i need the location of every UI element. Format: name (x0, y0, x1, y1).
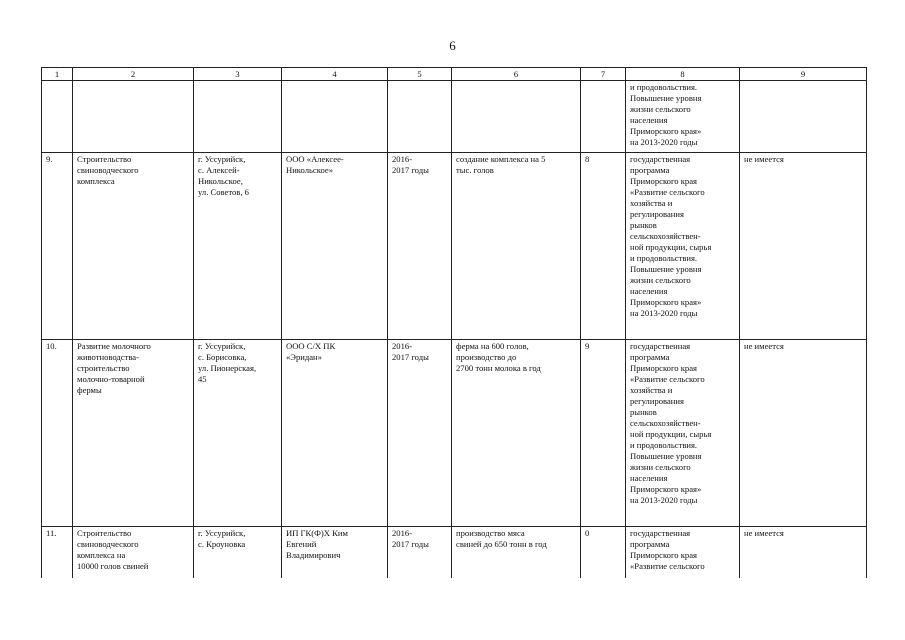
table-cell (581, 81, 626, 153)
cell-text-line: регулирования (630, 209, 684, 219)
investor-cell (282, 153, 388, 340)
program-cell (626, 153, 740, 340)
cell-text-line: «Развитие сельского (630, 187, 705, 197)
cell-text-line: 2016- (392, 528, 413, 538)
cell-text-line: Приморского края (630, 363, 697, 373)
table-row (42, 153, 867, 340)
cell-text-line: 2016- (392, 341, 413, 351)
cell-text-line: молочно-товарной (77, 374, 145, 384)
cell-text-line: ной продукции, сырья (630, 429, 712, 439)
cell-text-line: строительство (77, 363, 130, 373)
column-number: 1 (42, 68, 73, 81)
cell-text-line: ул. Пионерская, (198, 363, 257, 373)
column-number: 7 (581, 68, 626, 81)
cell-text-line: Евгений (286, 539, 317, 549)
location-cell (194, 340, 282, 527)
cell-text-line: на 2013-2020 годы (630, 308, 698, 318)
investor-cell (282, 527, 388, 579)
cell-text-line: 2016- (392, 154, 413, 164)
cell-text-line: хозяйства и (630, 198, 673, 208)
cell-text-line: с. Кроуновка (198, 539, 246, 549)
cell-text-line: населения (630, 115, 668, 125)
page-number: 6 (449, 38, 456, 53)
cell-text-line: Строительство (77, 528, 132, 538)
cell-text-line: на 2013-2020 годы (630, 495, 698, 505)
cell-text-line: Приморского края» (630, 484, 702, 494)
cell-text-line: и продовольствия. (630, 253, 698, 263)
jobs-cell: 9 (581, 340, 626, 527)
column-number: 4 (282, 68, 388, 81)
cell-text-line: фермы (77, 385, 102, 395)
table-cell (194, 81, 282, 153)
cell-text-line: Повышение уровня (630, 264, 702, 274)
table-cell (282, 81, 388, 153)
cell-text-line: с. Алексей- (198, 165, 240, 175)
cell-text-line: Повышение уровня (630, 451, 702, 461)
cell-text-line: создание комплекса на 5 (456, 154, 546, 164)
table-row (42, 527, 867, 579)
cell-text-line: и продовольствия. (630, 82, 698, 92)
project-name-cell (73, 340, 194, 527)
period-cell (388, 153, 452, 340)
cell-text-line: ИП ГК(Ф)Х Ким (286, 528, 348, 538)
cell-text-line: г. Уссурийск, (198, 341, 246, 351)
cell-text-line: животноводства- (77, 352, 139, 362)
cell-text-line: программа (630, 352, 670, 362)
cell-text-line: «Развитие сельского (630, 561, 705, 571)
note-cell: не имеется (740, 527, 867, 579)
cell-text-line: комплекса (77, 176, 115, 186)
investor-cell (282, 340, 388, 527)
cell-text-line: Приморского края (630, 176, 697, 186)
column-number: 3 (194, 68, 282, 81)
cell-text-line: «Эридан» (286, 352, 322, 362)
cell-text-line: тыс. голов (456, 165, 494, 175)
continued-row (42, 81, 867, 153)
row-number-cell: 9. (42, 153, 73, 340)
cell-text-line: с. Борисовка, (198, 352, 247, 362)
cell-text-line: ферма на 600 голов, (456, 341, 529, 351)
cell-text-line: рынков (630, 407, 657, 417)
table-row (42, 340, 867, 527)
cell-text-line: программа (630, 165, 670, 175)
column-number: 9 (740, 68, 867, 81)
table-cell (452, 81, 581, 153)
cell-text-line: жизни сельского (630, 462, 691, 472)
cell-text-line: 45 (198, 374, 207, 384)
cell-text-line: ной продукции, сырья (630, 242, 712, 252)
cell-text-line: программа (630, 539, 670, 549)
cell-text-line: свиноводческого (77, 165, 139, 175)
cell-text-line: рынков (630, 220, 657, 230)
cell-text-line: производство мяса (456, 528, 525, 538)
cell-text-line: хозяйства и (630, 385, 673, 395)
cell-text-line: Повышение уровня (630, 93, 702, 103)
column-number-row (42, 68, 867, 81)
project-name-cell (73, 153, 194, 340)
jobs-cell: 8 (581, 153, 626, 340)
cell-text-line: сельскохозяйствен- (630, 418, 701, 428)
cell-text-line: государственная (630, 154, 691, 164)
capacity-cell (452, 527, 581, 579)
row-number-cell: 10. (42, 340, 73, 527)
capacity-cell (452, 153, 581, 340)
cell-text-line: государственная (630, 528, 691, 538)
jobs-cell: 0 (581, 527, 626, 579)
cell-text-line: и продовольствия. (630, 440, 698, 450)
program-cell (626, 527, 740, 579)
cell-text-line: 2017 годы (392, 352, 429, 362)
cell-text-line: 2017 годы (392, 539, 429, 549)
period-cell (388, 340, 452, 527)
capacity-cell (452, 340, 581, 527)
column-number: 8 (626, 68, 740, 81)
cell-text-line: г. Уссурийск, (198, 528, 246, 538)
cell-text-line: государственная (630, 341, 691, 351)
row-number-cell: 11. (42, 527, 73, 579)
cell-text-line: свиней до 650 тонн в год (456, 539, 547, 549)
table-cell (42, 81, 73, 153)
cell-text-line: г. Уссурийск, (198, 154, 246, 164)
cell-text-line: ООО С/Х ПК (286, 341, 336, 351)
cell-text-line: свиноводческого (77, 539, 139, 549)
note-cell: не имеется (740, 340, 867, 527)
cell-text-line: Никольское» (286, 165, 334, 175)
location-cell (194, 527, 282, 579)
cell-text-line: ул. Советов, 6 (198, 187, 249, 197)
cell-text-line: производство до (456, 352, 517, 362)
cell-text-line: жизни сельского (630, 275, 691, 285)
cell-text-line: Строительство (77, 154, 132, 164)
table-cell (740, 81, 867, 153)
project-name-cell (73, 527, 194, 579)
cell-text-line: населения (630, 473, 668, 483)
investment-projects-table (41, 67, 867, 578)
cell-text-line: ООО «Алексее- (286, 154, 344, 164)
column-number: 6 (452, 68, 581, 81)
cell-text-line: на 2013-2020 годы (630, 137, 698, 147)
cell-text-line: регулирования (630, 396, 684, 406)
cell-text-line: Владимирович (286, 550, 341, 560)
cell-text-line: населения (630, 286, 668, 296)
location-cell (194, 153, 282, 340)
cell-text-line: жизни сельского (630, 104, 691, 114)
column-number: 5 (388, 68, 452, 81)
table-cell (388, 81, 452, 153)
cell-text-line: Приморского края» (630, 126, 702, 136)
cell-text-line: 10000 голов свиней (77, 561, 149, 571)
cell-text-line: 2700 тонн молока в год (456, 363, 541, 373)
cell-text-line: 2017 годы (392, 165, 429, 175)
program-cell (626, 340, 740, 527)
cell-text-line: Никольское, (198, 176, 243, 186)
table-cell (73, 81, 194, 153)
program-cell (626, 81, 740, 153)
cell-text-line: сельскохозяйствен- (630, 231, 701, 241)
cell-text-line: комплекса на (77, 550, 126, 560)
cell-text-line: Развитие молочного (77, 341, 151, 351)
column-number: 2 (73, 68, 194, 81)
cell-text-line: Приморского края» (630, 297, 702, 307)
cell-text-line: Приморского края (630, 550, 697, 560)
note-cell: не имеется (740, 153, 867, 340)
cell-text-line: «Развитие сельского (630, 374, 705, 384)
period-cell (388, 527, 452, 579)
